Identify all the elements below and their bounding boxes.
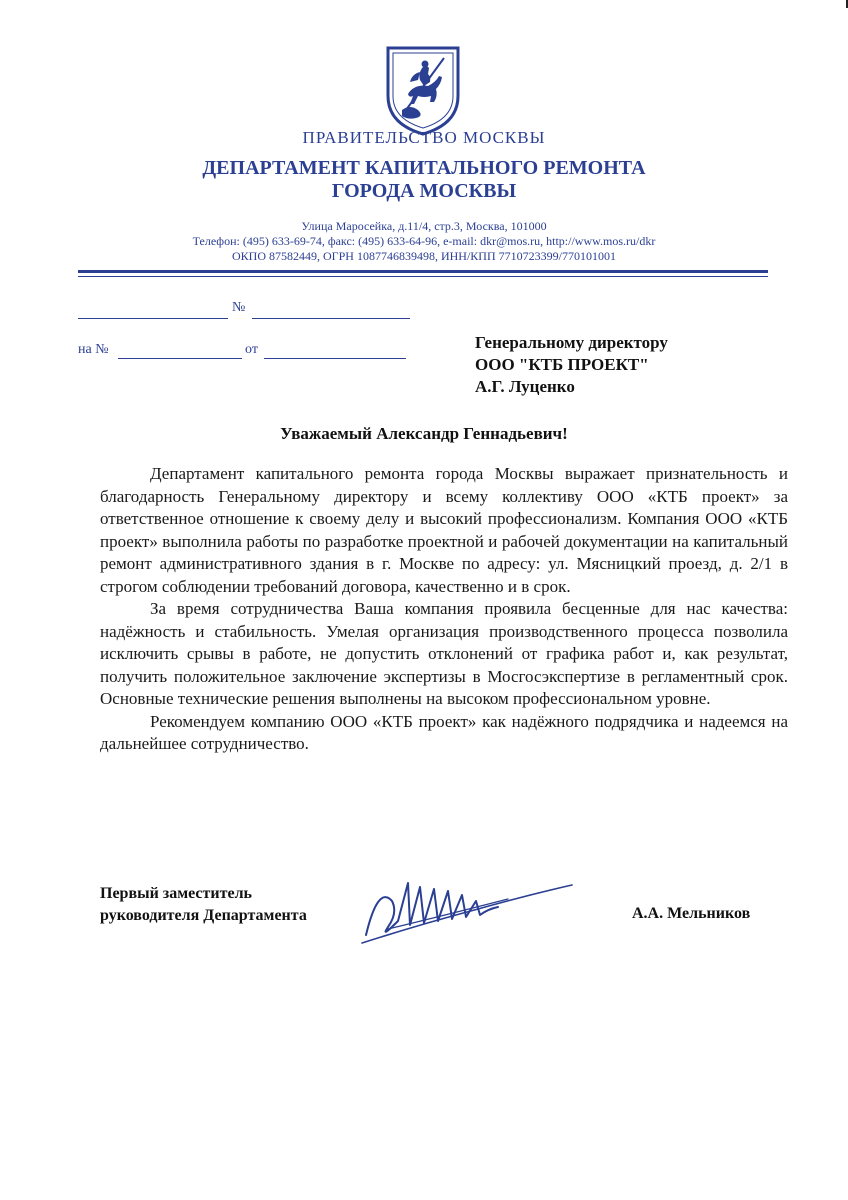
outgoing-date-line xyxy=(78,318,228,319)
header-rule-thick xyxy=(78,270,768,273)
header-rule-thin xyxy=(78,276,768,277)
government-title: ПРАВИТЕЛЬСТВО МОСКВЫ xyxy=(302,128,546,147)
department-title-line2: ГОРОДА МОСКВЫ xyxy=(331,180,517,202)
greeting: Уважаемый Александр Геннадьевич! xyxy=(280,424,568,443)
addressee-company: ООО "КТБ ПРОЕКТ" xyxy=(475,355,649,374)
addressee-name: А.Г. Луценко xyxy=(475,377,575,396)
addressee-block xyxy=(475,332,668,398)
body-paragraph: За время сотрудничества Ваша компания проявила бесценные для нас качества: надёжность и стабильность. Умелая организация производственного процесса позволила исключить срывы в работе, не допустить отклонений от графика работ и, как результат, получить положительное заключение экспертизы в Мосгосэкспертизе в регламентный срок. Основные технические решения выполнены на высоком профессиональном уровне. xyxy=(100,599,788,708)
codes-line: ОКПО 87582449, ОГРН 1087746839498, ИНН/КПП 7710723399/770101001 xyxy=(232,249,616,263)
contact-block xyxy=(0,219,848,264)
department-title xyxy=(0,157,848,203)
reference-date-label: от xyxy=(245,342,258,357)
department-title-line1: ДЕПАРТАМЕНТ КАПИТАЛЬНОГО РЕМОНТА xyxy=(202,157,646,179)
moscow-coat-of-arms-icon xyxy=(384,44,462,136)
signer-name: А.А. Мельников xyxy=(632,905,751,922)
reference-number-line xyxy=(118,358,242,359)
outgoing-number-line xyxy=(252,318,410,319)
outgoing-number-label: № xyxy=(232,300,246,315)
reference-date-line xyxy=(264,358,406,359)
signer-position-line1: Первый заместитель xyxy=(100,885,252,902)
body-paragraph: Департамент капитального ремонта города Москвы выражает признательность и благодарность Генеральному директору и всему коллективу ООО «КТБ проект» за ответственное отношение к своему делу и высокий профессионализм. Компания ООО «КТБ проект» выполнила работы по разработке проектной и рабочей документации на капитальный ремонт административного здания в г. Москве по адресу: ул. Мясницкий проезд, д. 2/1 в строгом соблюдении требований договора, качественно и в срок. xyxy=(100,464,788,596)
phone-line: Телефон: (495) 633-69-74, факс: (495) 633-64-96, e-mail: dkr@mos.ru, http://www.mos.ru/dkr xyxy=(192,234,656,248)
signer-position xyxy=(100,883,307,927)
addressee-position: Генеральному директору xyxy=(475,333,668,352)
handwritten-signature-icon xyxy=(358,865,578,950)
letter-body xyxy=(100,463,788,756)
body-paragraph: Рекомендуем компанию ООО «КТБ проект» как надёжного подрядчика и надеемся на дальнейшее сотрудничество. xyxy=(100,711,788,753)
reference-number-label: на № xyxy=(78,342,109,357)
address-line: Улица Маросейка, д.11/4, стр.3, Москва, 101000 xyxy=(301,219,547,233)
signer-position-line2: руководителя Департамента xyxy=(100,907,307,924)
